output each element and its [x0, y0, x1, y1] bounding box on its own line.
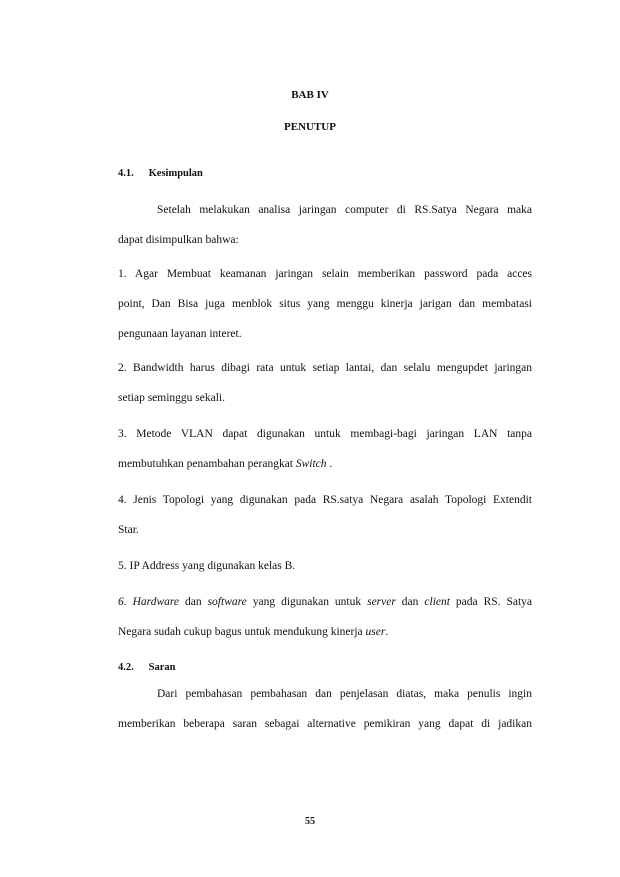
item-6-line-2 — [118, 626, 532, 638]
item-6-text-4: pada RS. Satya — [449, 596, 533, 608]
section-number: 4.1. — [118, 168, 134, 179]
section-heading-suggestions — [118, 662, 175, 673]
item-6-server: server — [367, 596, 396, 608]
item-3-tail: . — [326, 458, 333, 470]
item-6-line-2-text: Negara sudah cukup bagus untuk mendukung kinerja — [118, 626, 366, 638]
item-6-line-1 — [118, 596, 532, 608]
item-3-line-1: 3. Metode VLAN dapat digunakan untuk membagi-bagi jaringan LAN tanpa — [118, 428, 532, 440]
item-1-line-2: point, Dan Bisa juga menblok situs yang menggu kinerja jarigan dan membatasi — [118, 298, 532, 310]
item-3-emphasis: Switch — [295, 458, 327, 470]
section-number: 4.2. — [118, 662, 134, 673]
item-6-hardware: Hardware — [132, 596, 180, 608]
item-6-number: 6. — [118, 596, 133, 608]
section-heading-conclusion — [118, 168, 203, 179]
item-6-software: software — [207, 596, 247, 608]
item-1-line-3: pengunaan layanan interet. — [118, 328, 242, 340]
item-6-client: client — [424, 596, 450, 608]
item-4-line-2: Star. — [118, 524, 139, 536]
section-title: Saran — [148, 662, 176, 673]
item-6-text-2: yang digunakan untuk — [246, 596, 368, 608]
chapter-title: PENUTUP — [284, 121, 336, 133]
suggestion-line-1: Dari pembahasan pembahasan dan penjelasan diatas, maka penulis ingin — [157, 688, 532, 700]
item-6-user: user — [365, 626, 386, 638]
suggestion-line-2: memberikan beberapa saran sebagai alternative pemikiran yang dapat di jadikan — [118, 718, 532, 730]
item-6-line-2-tail: . — [385, 626, 389, 638]
item-4-line-1: 4. Jenis Topologi yang digunakan pada RS.satya Negara asalah Topologi Extendit — [118, 494, 532, 506]
intro-line-1: Setelah melakukan analisa jaringan computer di RS.Satya Negara maka — [157, 204, 532, 216]
item-2-line-2: setiap seminggu sekali. — [118, 392, 225, 404]
chapter-label: BAB IV — [291, 89, 329, 101]
item-3-line-2 — [118, 458, 532, 470]
item-6-text-3: dan — [395, 596, 425, 608]
item-5-line-1: 5. IP Address yang digunakan kelas B. — [118, 560, 296, 572]
item-6-text-1: dan — [179, 596, 208, 608]
item-3-text: membutuhkan penambahan perangkat — [118, 458, 296, 470]
item-2-line-1: 2. Bandwidth harus dibagi rata untuk setiap lantai, dan selalu mengupdet jaringan — [118, 362, 532, 374]
item-1-line-1: 1. Agar Membuat keamanan jaringan selain memberikan password pada acces — [118, 268, 532, 280]
section-title: Kesimpulan — [148, 168, 203, 179]
page-number: 55 — [305, 816, 315, 827]
intro-line-2: dapat disimpulkan bahwa: — [118, 234, 239, 246]
